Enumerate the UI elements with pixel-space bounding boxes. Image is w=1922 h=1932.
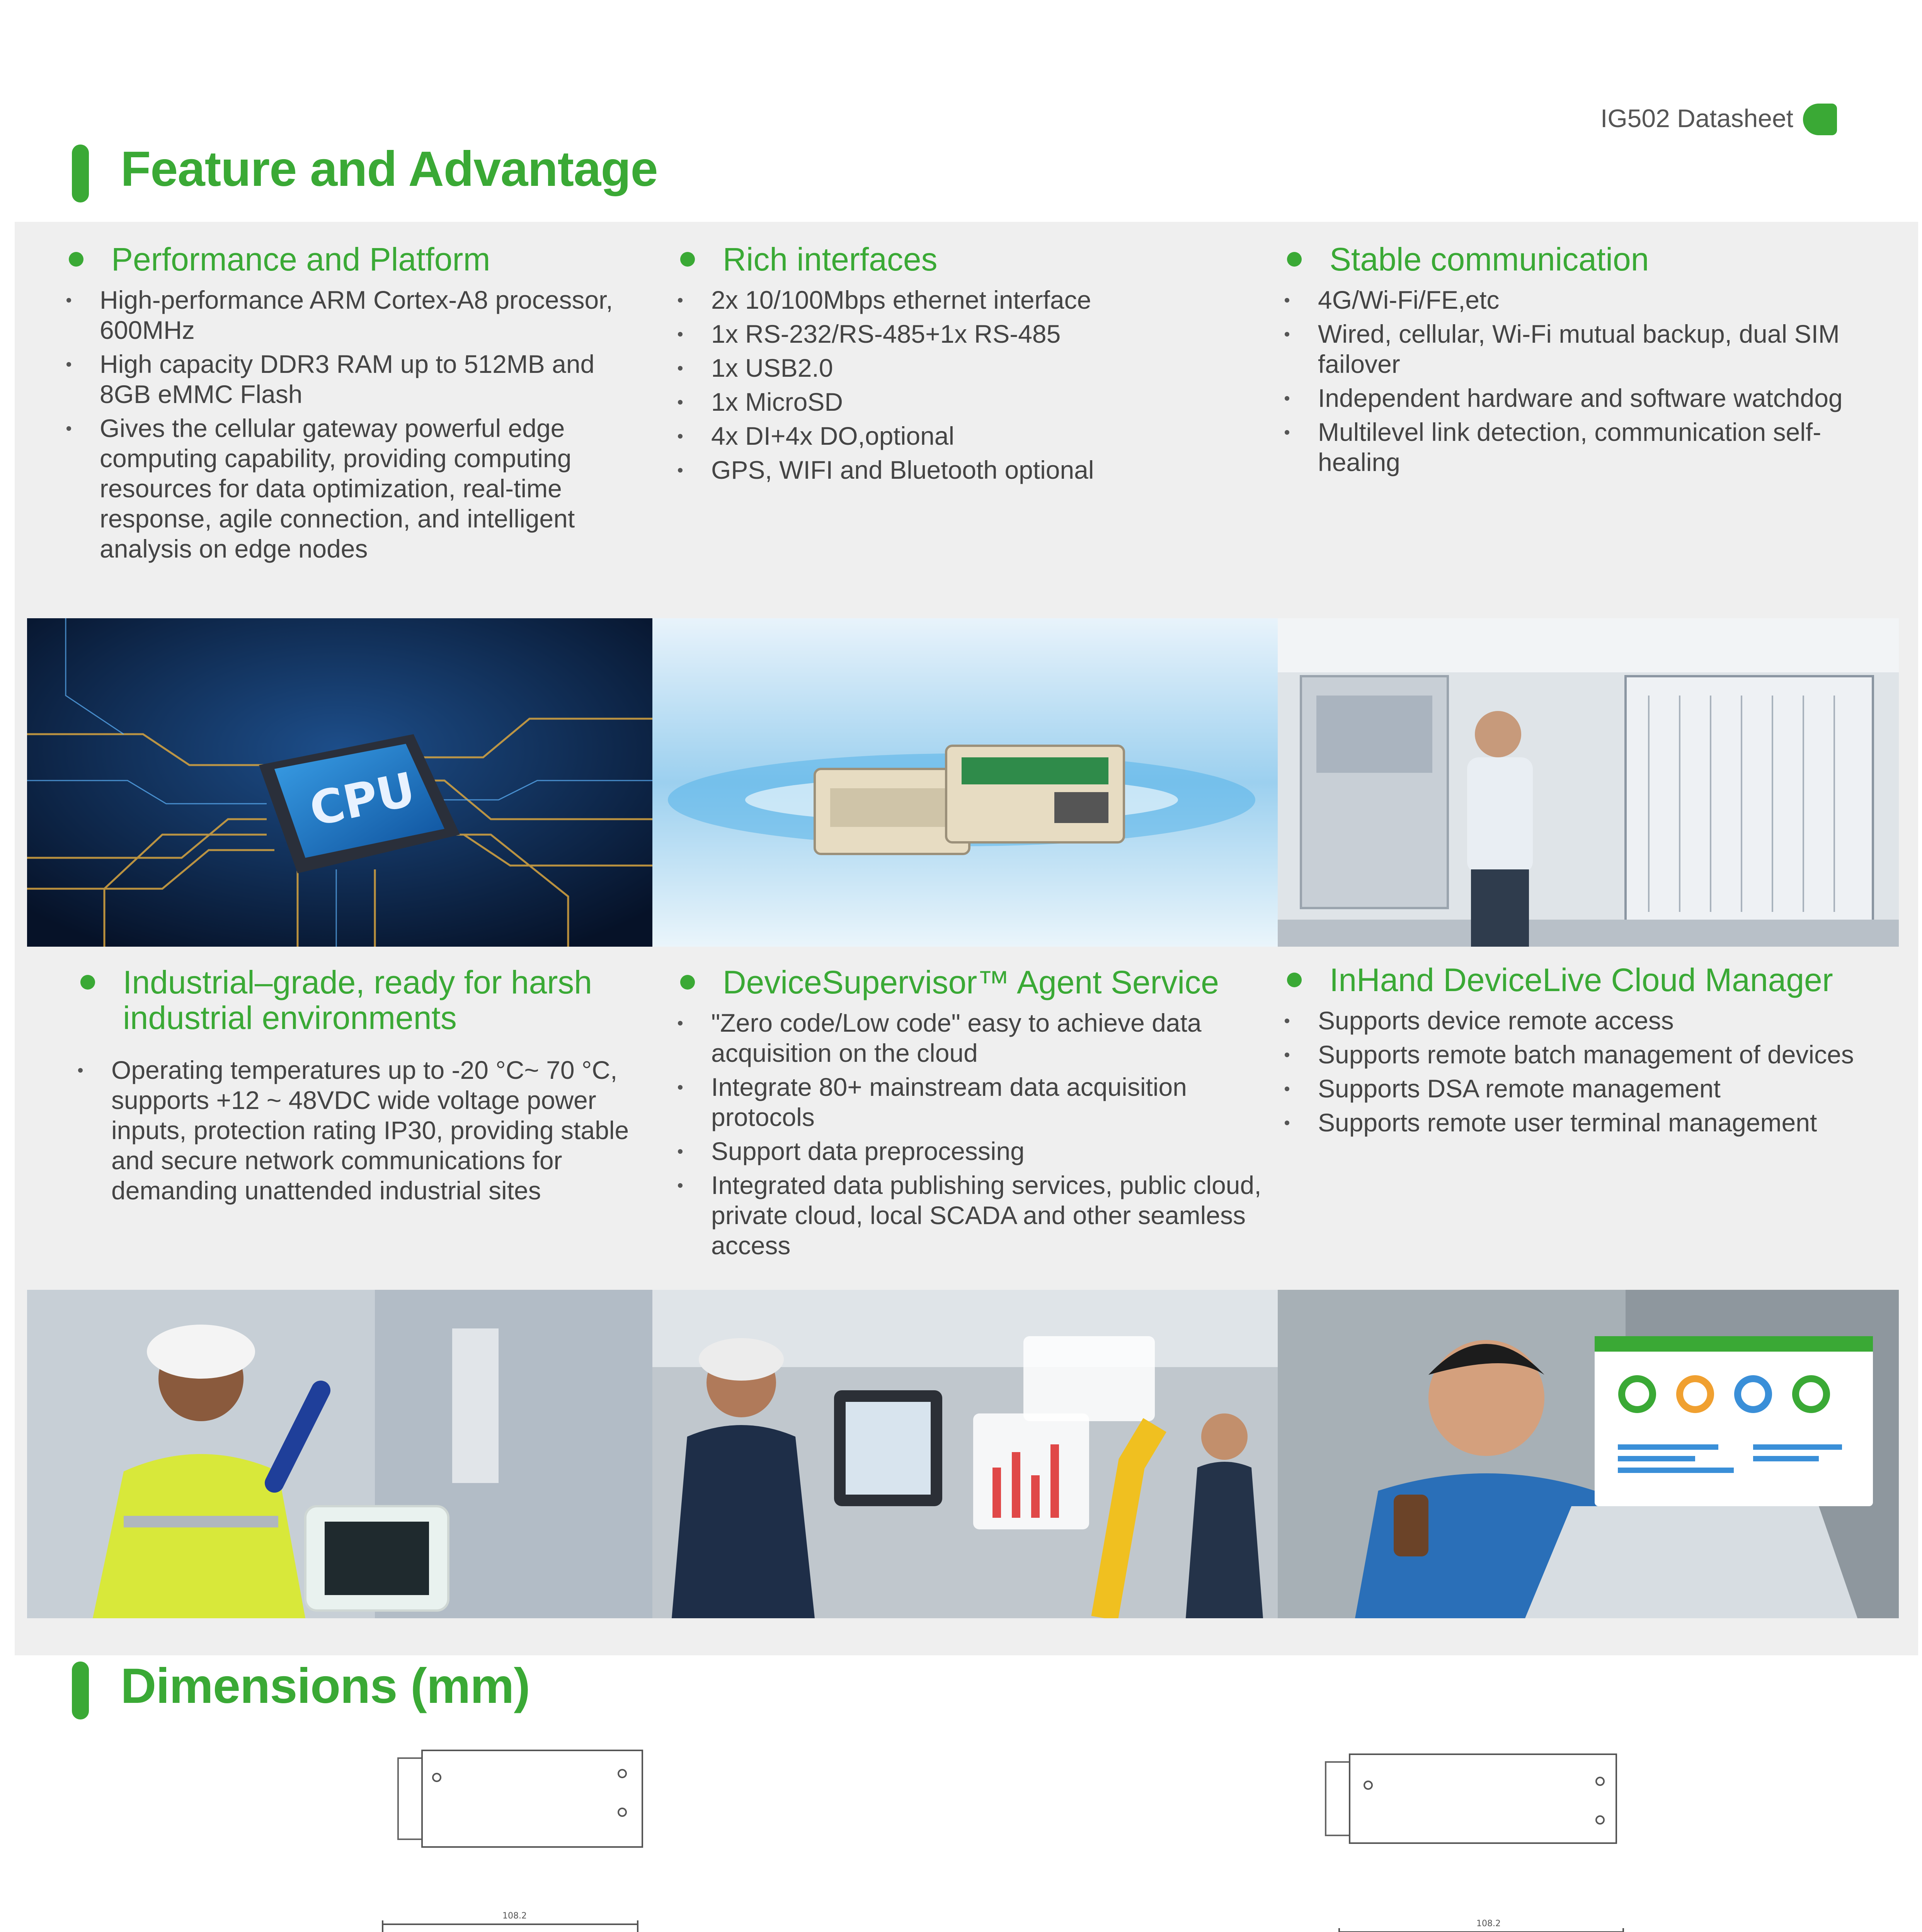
list-item: Supports DSA remote management xyxy=(1237,1073,1874,1104)
list-item: GPS, WIFI and Bluetooth optional xyxy=(630,455,1283,485)
list-item: 1x USB2.0 xyxy=(630,353,1283,383)
list-item: Wired, cellular, Wi-Fi mutual backup, dual SIM failover xyxy=(1237,319,1874,379)
section-marker xyxy=(72,145,89,202)
datasheet-label: IG502 Datasheet xyxy=(1600,104,1793,133)
list-item: 1x RS-232/RS-485+1x RS-485 xyxy=(630,319,1283,349)
list-item: Independent hardware and software watchdog xyxy=(1237,383,1874,413)
feature-column-industrial xyxy=(69,964,633,1209)
ig502-dimension-drawing xyxy=(974,1739,1882,1932)
dimensions-section-title: Dimensions (mm) xyxy=(121,1658,530,1714)
svg-text:108.2: 108.2 xyxy=(502,1911,527,1921)
bullet-icon xyxy=(680,252,695,267)
front-view xyxy=(313,1920,684,1932)
list-item: Supports remote user terminal management xyxy=(1237,1107,1874,1138)
cloud-manager-user-image xyxy=(1278,1290,1899,1618)
column-heading: Stable communication xyxy=(1330,241,1649,277)
column-heading: InHand DeviceLive Cloud Manager xyxy=(1330,962,1833,998)
feature-column-interfaces xyxy=(680,242,1283,489)
feature-column-communication xyxy=(1287,242,1874,481)
factory-engineer-image xyxy=(1278,618,1899,947)
feature-column-devicesupervisor xyxy=(680,964,1283,1264)
bullet-icon xyxy=(680,975,695,990)
bullet-icon xyxy=(69,252,83,267)
top-view xyxy=(1326,1754,1616,1843)
list-item: 4G/Wi-Fi/FE,etc xyxy=(1237,285,1874,315)
list-item: 1x MicroSD xyxy=(630,387,1283,417)
engineer-terminal-image xyxy=(652,1290,1278,1618)
column-heading: Performance and Platform xyxy=(111,241,490,277)
list-item: Supports remote batch management of devices xyxy=(1237,1039,1874,1070)
list-item: Integrate 80+ mainstream data acquisition protocols xyxy=(630,1072,1283,1132)
bullet-icon xyxy=(1287,973,1302,987)
column-heading: Rich interfaces xyxy=(723,241,938,277)
bullet-icon xyxy=(1287,252,1302,267)
feature-section-title: Feature and Advantage xyxy=(121,141,658,197)
header-tab-marker xyxy=(1803,104,1837,135)
column-heading: Industrial–grade, ready for harsh industrial environments xyxy=(123,964,592,1036)
list-item: Supports device remote access xyxy=(1237,1005,1874,1036)
list-item: Operating temperatures up to -20 °C~ 70 °C, supports +12 ~ 48VDC wide voltage power inputs, protection rating IP30, providing stable and secure network communications for demanding unattended industrial sites xyxy=(30,1055,633,1206)
column-heading: DeviceSupervisor™ Agent Service xyxy=(723,964,1219,1000)
section-marker xyxy=(72,1662,89,1719)
list-item: 2x 10/100Mbps ethernet interface xyxy=(630,285,1283,315)
list-item: High-performance ARM Cortex-A8 processor, 600MHz xyxy=(19,285,629,345)
gateway-device-image xyxy=(652,618,1278,947)
list-item: Multilevel link detection, communication self-healing xyxy=(1237,417,1874,477)
bullet-icon xyxy=(80,975,95,990)
svg-text:108.2: 108.2 xyxy=(1476,1919,1501,1929)
list-item: Support data preprocessing xyxy=(630,1136,1283,1166)
front-view xyxy=(1289,1928,1677,1932)
cpu-chip-image xyxy=(27,618,652,947)
feature-column-performance xyxy=(69,242,629,568)
list-item: 4x DI+4x DO,optional xyxy=(630,421,1283,451)
list-item: High capacity DDR3 RAM up to 512MB and 8GB eMMC Flash xyxy=(19,349,629,409)
svg-text:CPU: CPU xyxy=(305,762,420,837)
feature-column-devicelive xyxy=(1287,962,1874,1141)
list-item: Integrated data publishing services, public cloud, private cloud, local SCADA and other seamless access xyxy=(630,1170,1283,1260)
industrial-worker-image xyxy=(27,1290,652,1618)
ig502-io-dimension-drawing xyxy=(43,1739,943,1932)
top-view xyxy=(398,1750,642,1847)
list-item: "Zero code/Low code" easy to achieve data acquisition on the cloud xyxy=(630,1008,1283,1068)
list-item: Gives the cellular gateway powerful edge computing capability, providing computing resources for data optimization, real-time response, agile connection, and intelligent analysis on edge nodes xyxy=(19,413,629,564)
